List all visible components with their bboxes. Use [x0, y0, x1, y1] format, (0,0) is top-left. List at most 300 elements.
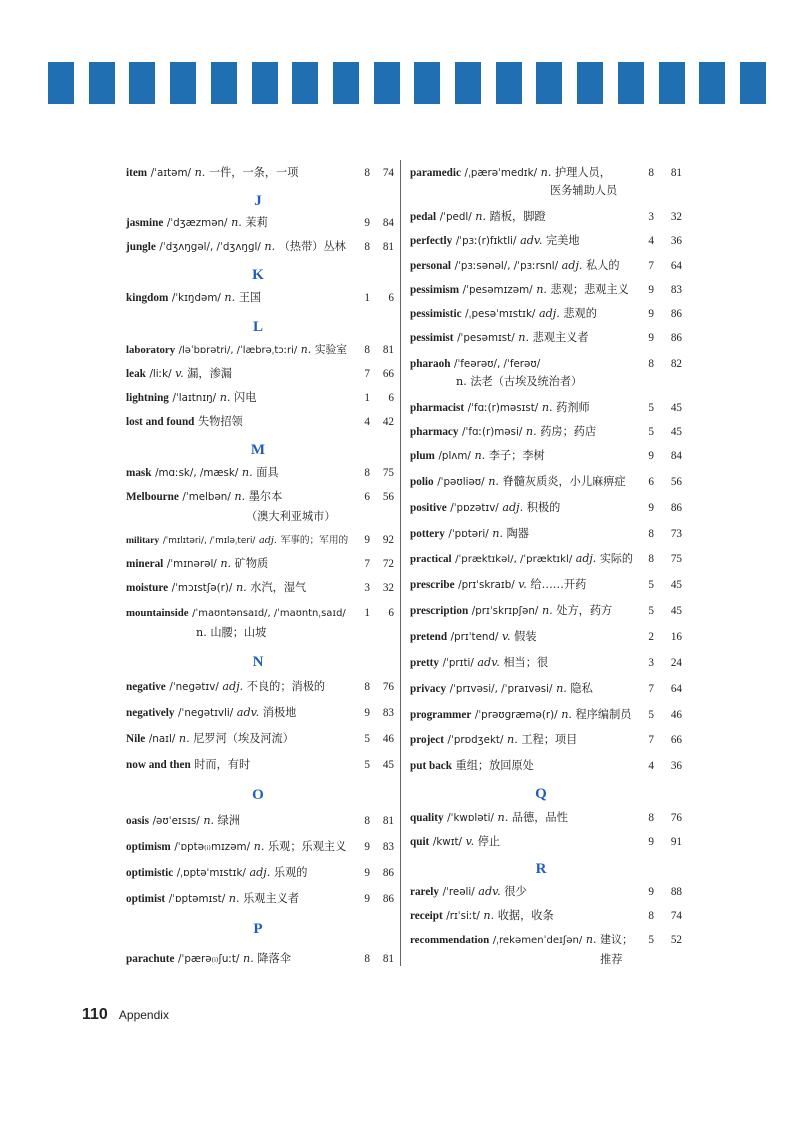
phonetic: /liːk/	[149, 368, 172, 380]
section-letter: Q	[535, 786, 547, 802]
glossary-entry	[410, 210, 680, 224]
page-ref: 83	[382, 707, 394, 719]
page-ref: 81	[382, 344, 394, 356]
glossary-entry	[126, 814, 394, 828]
part-of-speech: adj.	[538, 307, 560, 320]
phonetic: /ˈdʒæzmən/	[166, 217, 228, 229]
part-of-speech: v.	[175, 367, 184, 380]
definition: 脊髓灰质炎，小儿麻痹症	[502, 475, 626, 488]
definition: 私人的	[586, 259, 620, 272]
unit-number: 9	[364, 893, 370, 905]
page-ref: 46	[670, 709, 682, 721]
definition: 绿洲	[217, 814, 241, 827]
headword: recommendation	[410, 934, 490, 946]
unit-number: 8	[364, 815, 370, 827]
page-ref: 36	[670, 760, 682, 772]
phonetic: /əʊˈeɪsɪs/	[152, 815, 200, 827]
headword: positive	[410, 502, 447, 514]
definition: 收据，收条	[497, 909, 554, 922]
part-of-speech: adv.	[477, 656, 500, 669]
part-of-speech: n.	[253, 840, 265, 853]
phonetic: /ˈfɑː(r)məsi/	[462, 426, 523, 438]
part-of-speech: n.	[224, 291, 236, 304]
glossary-entry	[126, 367, 394, 381]
unit-number: 9	[648, 308, 654, 320]
definition: 程序编制员	[575, 708, 632, 721]
page-ref: 16	[670, 631, 682, 643]
page-ref: 91	[670, 836, 682, 848]
part-of-speech: n.	[264, 240, 276, 253]
headword: military	[126, 535, 160, 546]
definition: 药房；药店	[540, 425, 597, 438]
headword: parachute	[126, 953, 175, 965]
glossary-entry	[410, 259, 680, 273]
glossary-entry	[410, 909, 680, 923]
unit-number: 9	[648, 450, 654, 462]
part-of-speech: n.	[525, 425, 537, 438]
section-letter: J	[254, 193, 262, 209]
glossary-entry	[126, 216, 394, 230]
part-of-speech: n.	[178, 732, 190, 745]
unit-number: 8	[364, 167, 370, 179]
unit-number: 8	[364, 241, 370, 253]
headword: receipt	[410, 910, 443, 922]
header-block	[129, 62, 155, 104]
header-block	[211, 62, 237, 104]
unit-number: 9	[648, 502, 654, 514]
part-of-speech: n.	[492, 527, 503, 540]
part-of-speech: adj.	[502, 501, 524, 514]
page-ref: 75	[670, 553, 682, 565]
unit-number: 8	[364, 467, 370, 479]
page-ref: 81	[382, 953, 394, 965]
header-block	[618, 62, 644, 104]
definition: 处方，药方	[556, 604, 613, 617]
page-ref: 76	[670, 812, 682, 824]
section-letter: L	[252, 319, 263, 335]
glossary-entry	[410, 811, 680, 825]
part-of-speech: n.	[536, 283, 547, 296]
section-letter: M	[250, 442, 266, 458]
phonetic: /ˈkɪŋdəm/	[171, 292, 221, 304]
part-of-speech: n.	[561, 708, 572, 721]
header-block	[292, 62, 318, 104]
unit-number: 9	[364, 217, 370, 229]
definition: 矿物质	[234, 557, 269, 570]
unit-number: 5	[648, 709, 654, 721]
glossary-entry	[126, 415, 394, 429]
page-ref: 86	[670, 308, 682, 320]
page-ref: 84	[382, 217, 394, 229]
glossary-entry	[410, 307, 680, 321]
headword: optimism	[126, 841, 171, 853]
phonetic: /ləˈbɒrətri/, /ˈlæbrəˌtɔːri/	[178, 345, 298, 356]
unit-number: 5	[364, 759, 370, 771]
glossary-entry	[126, 840, 394, 854]
headword: Nile	[126, 733, 146, 745]
glossary-entry	[410, 552, 680, 567]
headword: mineral	[126, 558, 164, 570]
definition: 一件，一条，一项	[208, 166, 299, 179]
unit-number: 4	[648, 235, 654, 247]
phonetic: /ˈpesəmɪzəm/	[462, 284, 533, 296]
phonetic: /ˈaɪtəm/	[150, 167, 191, 179]
glossary-entry	[410, 578, 680, 592]
entry-continuation: 推荐	[600, 953, 623, 966]
unit-number: 8	[364, 953, 370, 965]
page-ref: 42	[382, 416, 394, 428]
phonetic: /ˈdʒʌŋgəl/, /ˈdʒʌŋgl/	[159, 241, 261, 253]
page-ref: 82	[670, 358, 682, 370]
glossary-entry	[126, 343, 394, 358]
headword: pessimist	[410, 332, 454, 344]
unit-number: 9	[364, 867, 370, 879]
unit-number: 8	[648, 358, 654, 370]
definition: 实验室	[314, 343, 348, 356]
phonetic: /ˈmaʊntənsaɪd/, /ˈmaʊntnˌsaɪd/	[192, 608, 346, 619]
glossary-entry	[126, 466, 394, 480]
unit-number: 7	[364, 368, 370, 380]
phonetic: /naɪl/	[148, 733, 176, 745]
definition: 时而，有时	[194, 758, 251, 771]
page-ref: 86	[382, 867, 394, 879]
unit-number: 2	[648, 631, 654, 643]
glossary-entry	[126, 291, 394, 305]
unit-number: 3	[648, 657, 654, 669]
section-letter: R	[535, 861, 547, 877]
phonetic: /ˈpəʊliəʊ/	[437, 476, 485, 488]
unit-number: 9	[364, 534, 370, 546]
phonetic: /prɪˈtend/	[450, 631, 499, 643]
page-ref: 88	[670, 886, 682, 898]
part-of-speech: n.	[241, 466, 253, 479]
header-band	[48, 62, 766, 104]
part-of-speech: v.	[518, 578, 527, 591]
part-of-speech: n.	[234, 490, 246, 503]
glossary-entry	[410, 708, 680, 722]
headword: quit	[410, 836, 430, 848]
phonetic: /ˈpræktɪkəl/, /ˈpræktɪkl/	[455, 554, 573, 565]
glossary-entry	[126, 732, 394, 746]
entry-continuation: n. 山腰；山坡	[196, 626, 267, 639]
phonetic: /plʌm/	[438, 450, 471, 462]
unit-number: 1	[364, 607, 370, 619]
unit-number: 5	[648, 579, 654, 591]
phonetic: /ˈpɒzətɪv/	[450, 502, 499, 514]
footer-label: Appendix	[118, 1008, 169, 1022]
unit-number: 8	[364, 344, 370, 356]
page-ref: 32	[382, 582, 394, 594]
section-letter: P	[253, 921, 263, 937]
part-of-speech: n.	[235, 581, 247, 594]
part-of-speech: n.	[483, 909, 495, 922]
part-of-speech: n.	[475, 210, 487, 223]
glossary-entry	[126, 952, 394, 966]
unit-number: 3	[364, 582, 370, 594]
glossary-entry	[410, 475, 680, 489]
glossary-entry	[126, 533, 394, 548]
glossary-entry	[126, 391, 394, 405]
glossary-entry	[126, 240, 394, 254]
phonetic: /mɑːsk/, /mæsk/	[155, 467, 239, 479]
definition: 建议；	[600, 933, 634, 946]
definition: 重组；放回原处	[455, 759, 534, 772]
header-block	[89, 62, 115, 104]
phonetic: /ˈfeərəʊ/, /ˈferəʊ/	[453, 358, 541, 370]
part-of-speech: adv.	[478, 885, 501, 898]
definition: 相当；很	[503, 656, 549, 669]
definition: 很少	[504, 885, 527, 898]
unit-number: 9	[648, 284, 654, 296]
glossary-entry	[126, 706, 394, 720]
phonetic: /ˌrekəmenˈdeɪʃən/	[492, 935, 583, 946]
page-number: 110	[82, 1006, 108, 1023]
headword: pharaoh	[410, 358, 451, 370]
part-of-speech: n.	[488, 475, 499, 488]
glossary-entry	[410, 733, 680, 747]
unit-number: 7	[364, 558, 370, 570]
header-block	[740, 62, 766, 104]
glossary-entry	[410, 283, 680, 297]
phonetic: /ˈpɜːsənəl/, /ˈpɜːrsnl/	[454, 260, 559, 272]
page-ref: 66	[670, 734, 682, 746]
phonetic: /kwɪt/	[432, 836, 463, 848]
glossary-entry	[126, 166, 394, 180]
headword: pretend	[410, 631, 448, 643]
unit-number: 8	[364, 681, 370, 693]
page-ref: 73	[670, 528, 682, 540]
headword: quality	[410, 812, 444, 824]
page-ref: 24	[670, 657, 682, 669]
column-divider	[400, 160, 401, 966]
part-of-speech: n.	[507, 733, 518, 746]
glossary-entry	[410, 656, 680, 670]
definition: 工程；项目	[521, 733, 578, 746]
definition: 给……开药	[530, 578, 587, 591]
headword: programmer	[410, 709, 472, 721]
part-of-speech: adj.	[575, 552, 597, 565]
definition: 悲观的	[563, 307, 597, 320]
unit-number: 4	[364, 416, 370, 428]
header-block	[577, 62, 603, 104]
unit-number: 3	[648, 211, 654, 223]
definition: 隐私	[570, 682, 593, 695]
page-ref: 72	[382, 558, 394, 570]
phonetic: /ˈprɪvəsi/, /ˈpraɪvəsi/	[449, 683, 553, 695]
phonetic: /ˈpærə₍ᵢ₎ʃuːt/	[178, 953, 240, 965]
header-block	[455, 62, 481, 104]
unit-number: 8	[648, 812, 654, 824]
phonetic: /ˈprəʊgræmə(r)/	[474, 709, 558, 721]
phonetic: /ˈlaɪtnɪŋ/	[172, 392, 217, 404]
page-ref: 86	[670, 502, 682, 514]
unit-number: 9	[648, 836, 654, 848]
header-block	[659, 62, 685, 104]
headword: practical	[410, 553, 452, 565]
page-ref: 75	[382, 467, 394, 479]
definition: 实际的	[599, 552, 633, 565]
headword: lost and found	[126, 416, 195, 428]
unit-number: 9	[648, 886, 654, 898]
definition: 乐观；乐观主义	[267, 840, 347, 853]
definition: 完美地	[546, 234, 580, 247]
page-ref: 6	[388, 292, 394, 304]
glossary-entry	[410, 449, 680, 463]
definition: 降落伞	[257, 952, 291, 965]
page-ref: 45	[670, 402, 682, 414]
headword: negatively	[126, 707, 175, 719]
phonetic: /ˌpesəˈmɪstɪk/	[465, 308, 536, 320]
definition: 积极的	[526, 501, 561, 514]
phonetic: /ˈɒptə₍ᵢ₎mɪzəm/	[174, 841, 251, 853]
headword: oasis	[126, 815, 150, 827]
definition: 王国	[238, 291, 262, 304]
part-of-speech: n.	[203, 814, 215, 827]
headword: polio	[410, 476, 434, 488]
glossary-entry	[410, 401, 680, 415]
glossary-entry	[126, 892, 394, 906]
definition: 品德，品性	[511, 811, 568, 824]
part-of-speech: n.	[219, 391, 231, 404]
part-of-speech: n.	[541, 401, 553, 414]
phonetic: /ˈmɪlɪtəri/, /ˈmɪləˌteri/	[162, 536, 256, 546]
phonetic: /ˈmelbən/	[182, 491, 231, 503]
definition: 悲观主义者	[532, 331, 589, 344]
definition: 踏板，脚蹬	[489, 210, 546, 223]
part-of-speech: n.	[242, 952, 254, 965]
unit-number: 9	[364, 707, 370, 719]
phonetic: /ˈreəli/	[442, 886, 475, 898]
page-ref: 56	[382, 491, 394, 503]
glossary-entry	[410, 166, 680, 180]
phonetic: /ˈɒptəmɪst/	[168, 893, 226, 905]
headword: optimistic	[126, 867, 174, 879]
unit-number: 5	[364, 733, 370, 745]
definition: 消极地	[262, 706, 297, 719]
definition: 乐观主义者	[243, 892, 300, 905]
glossary-entry	[410, 331, 680, 345]
definition: 水汽，湿气	[250, 581, 307, 594]
unit-number: 6	[648, 476, 654, 488]
page-ref: 81	[382, 241, 394, 253]
part-of-speech: adj.	[561, 259, 583, 272]
phonetic: /ˈprɒdʒekt/	[447, 734, 504, 746]
headword: paramedic	[410, 167, 461, 179]
phonetic: /rɪˈsiːt/	[446, 910, 480, 922]
page-ref: 45	[670, 605, 682, 617]
glossary-entry	[410, 501, 680, 515]
phonetic: /ˈprɪti/	[442, 657, 474, 669]
glossary-entry	[410, 357, 680, 371]
definition: 茉莉	[245, 216, 268, 229]
phonetic: /ˌɒptəˈmɪstɪk/	[176, 867, 246, 879]
unit-number: 8	[648, 910, 654, 922]
page-ref: 45	[670, 426, 682, 438]
page-ref: 92	[382, 534, 394, 546]
headword: jasmine	[126, 217, 164, 229]
headword: kingdom	[126, 292, 169, 304]
headword: now and then	[126, 759, 191, 771]
definition: 悲观；悲观主义	[550, 283, 629, 296]
definition: 尼罗河（埃及河流）	[193, 732, 294, 745]
part-of-speech: n.	[220, 557, 232, 570]
glossary-entry	[410, 604, 680, 618]
header-block	[333, 62, 359, 104]
definition: 假装	[514, 630, 537, 643]
part-of-speech: n.	[228, 892, 240, 905]
headword: perfectly	[410, 235, 453, 247]
page-ref: 56	[670, 476, 682, 488]
phonetic: /ˈkwɒləti/	[447, 812, 494, 824]
phonetic: /ˈpɜː(r)fɪktli/	[455, 235, 517, 247]
glossary-entry	[410, 885, 680, 899]
part-of-speech: adv.	[236, 706, 260, 719]
headword: personal	[410, 260, 452, 272]
headword: optimist	[126, 893, 166, 905]
page-ref: 81	[382, 815, 394, 827]
definition: 墨尔本	[248, 490, 283, 503]
phonetic: /ˈnegətɪv/	[169, 681, 219, 693]
part-of-speech: n.	[556, 682, 567, 695]
page-ref: 74	[382, 167, 394, 179]
glossary-entry	[410, 234, 680, 248]
unit-number: 5	[648, 402, 654, 414]
headword: pessimism	[410, 284, 460, 296]
header-block	[496, 62, 522, 104]
definition: 陶器	[506, 527, 529, 540]
headword: pessimistic	[410, 308, 462, 320]
part-of-speech: n.	[585, 933, 597, 946]
headword: pretty	[410, 657, 439, 669]
section-letter: O	[252, 787, 264, 803]
part-of-speech: adj.	[222, 680, 244, 693]
headword: put back	[410, 760, 452, 772]
unit-number: 1	[364, 292, 370, 304]
headword: project	[410, 734, 444, 746]
page-ref: 32	[670, 211, 682, 223]
glossary-entry	[126, 606, 394, 621]
headword: laboratory	[126, 344, 176, 356]
phonetic: /ˈmɔɪstʃə(r)/	[171, 582, 233, 594]
part-of-speech: v.	[502, 630, 511, 643]
headword: leak	[126, 368, 146, 380]
unit-number: 9	[364, 841, 370, 853]
part-of-speech: n.	[474, 449, 486, 462]
header-block	[414, 62, 440, 104]
section-letter: K	[252, 267, 264, 283]
glossary-entry	[410, 682, 680, 696]
glossary-entry	[126, 557, 394, 571]
header-block	[699, 62, 725, 104]
definition: 军事的；军用的	[280, 535, 349, 546]
page-ref: 83	[382, 841, 394, 853]
phonetic: /ˈmɪnərəl/	[166, 558, 217, 570]
definition: 漏，渗漏	[187, 367, 232, 380]
definition: 失物招领	[197, 415, 243, 428]
definition: 李子；李树	[488, 449, 545, 462]
glossary-entry	[410, 933, 680, 948]
page-ref: 52	[670, 934, 682, 946]
headword: rarely	[410, 886, 439, 898]
definition: 停止	[477, 835, 501, 848]
headword: moisture	[126, 582, 169, 594]
unit-number: 7	[648, 683, 654, 695]
unit-number: 1	[364, 392, 370, 404]
page-ref: 74	[670, 910, 682, 922]
header-block	[252, 62, 278, 104]
unit-number: 8	[648, 528, 654, 540]
glossary-entry	[126, 680, 394, 694]
